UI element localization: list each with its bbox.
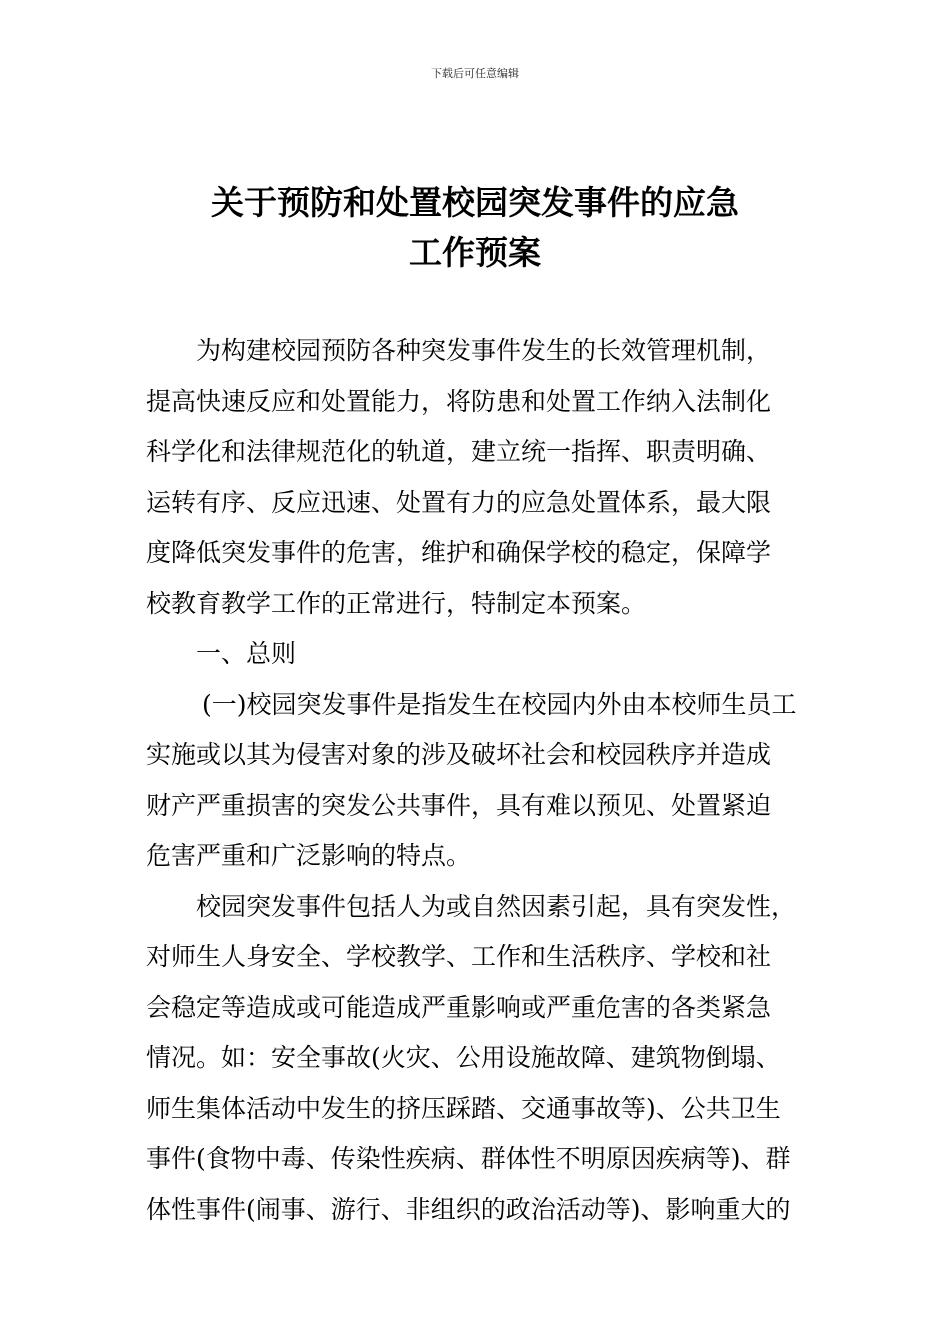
paragraph-line: 度降低突发事件的危害，维护和确保学校的稳定，保障学 <box>146 538 772 567</box>
paragraph-line: 对师生人身安全、学校教学、工作和生活秩序、学校和社 <box>146 942 772 971</box>
paragraph-line: 体性事件(闹事、游行、非组织的政治活动等)、影响重大的 <box>146 1194 791 1224</box>
title-line-2: 工作预案 <box>409 233 541 272</box>
section-heading: 一、总则 <box>196 639 297 668</box>
paragraph-line: 会稳定等造成或可能造成严重影响或严重危害的各类紧急 <box>146 992 772 1022</box>
title-line-1: 关于预防和处置校园突发事件的应急 <box>211 183 739 222</box>
paragraph-line: 提高快速反应和处置能力，将防患和处置工作纳入法制化 <box>146 386 772 416</box>
paragraph-line: 情况。如：安全事故(火灾、公用设施故障、建筑物倒塌、 <box>146 1043 781 1072</box>
paragraph-line: 师生集体活动中发生的挤压踩踏、交通事故等)、公共卫生 <box>146 1093 781 1123</box>
paragraph-line: 事件(食物中毒、传染性疾病、群体性不明原因疾病等)、群 <box>146 1144 791 1173</box>
paragraph-line: 校教育教学工作的正常进行，特制定本预案。 <box>146 588 647 618</box>
paragraph-line: 实施或以其为侵害对象的涉及破坏社会和校园秩序并造成 <box>146 740 772 769</box>
paragraph-line: 为构建校园预防各种突发事件发生的长效管理机制， <box>196 336 772 365</box>
paragraph-line: 运转有序、反应迅速、处置有力的应急处置体系，最大限 <box>146 487 772 517</box>
paragraph-line: (一)校园突发事件是指发生在校园内外由本校师生员工 <box>202 689 797 719</box>
paragraph-line: 科学化和法律规范化的轨道，建立统一指挥、职责明确、 <box>146 437 772 466</box>
header-note: 下载后可任意编辑 <box>431 67 519 80</box>
paragraph-line: 危害严重和广泛影响的特点。 <box>146 841 472 870</box>
paragraph-line: 财产严重损害的突发公共事件，具有难以预见、处置紧迫 <box>146 790 772 820</box>
document-body <box>146 326 808 1235</box>
paragraph-line: 校园突发事件包括人为或自然因素引起，具有突发性， <box>196 891 797 921</box>
document-title <box>0 178 950 278</box>
